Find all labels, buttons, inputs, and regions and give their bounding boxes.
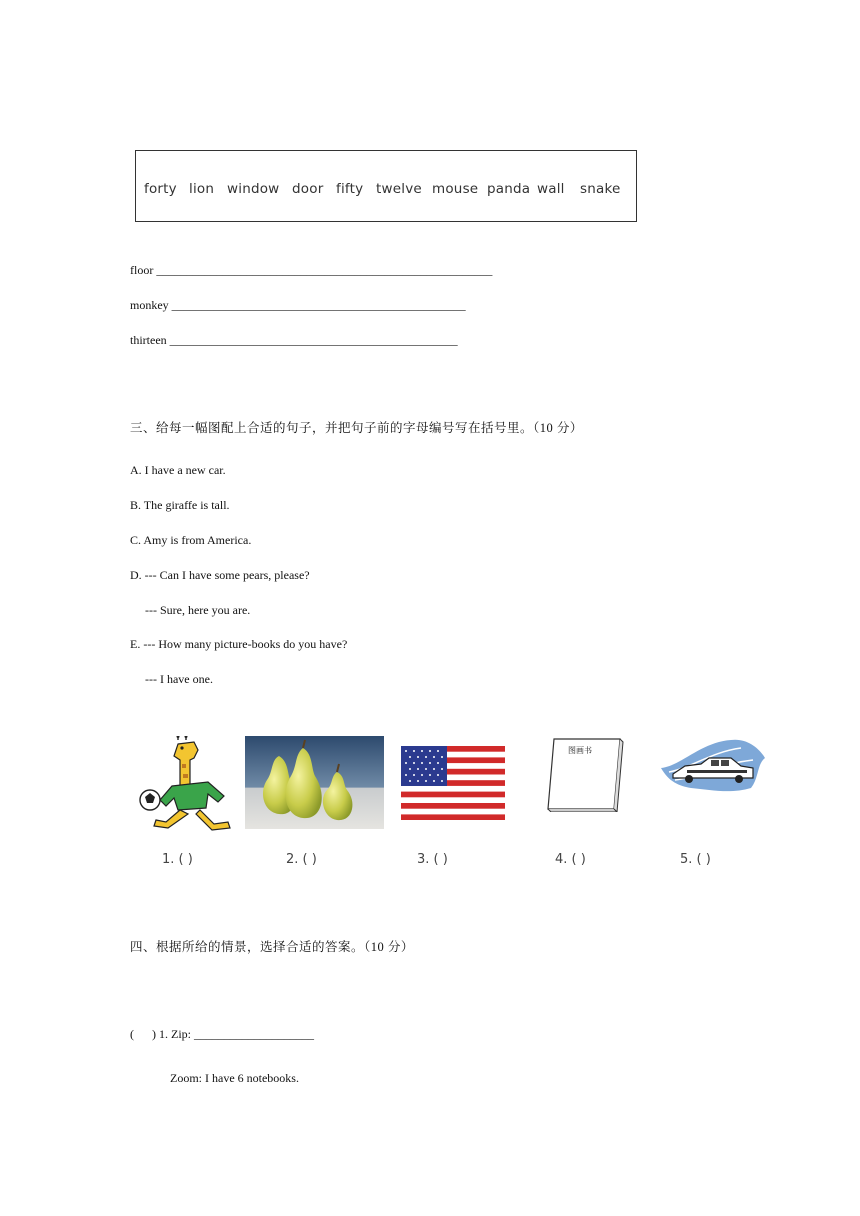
category-label: floor bbox=[130, 263, 154, 277]
us-flag-picture bbox=[401, 746, 505, 820]
picture-2-answer[interactable]: 2. ( ) bbox=[286, 852, 317, 867]
pears-picture bbox=[245, 736, 384, 829]
question-1 bbox=[130, 1027, 314, 1042]
word-bank-item: twelve bbox=[376, 181, 422, 197]
giraffe-soccer-picture bbox=[138, 736, 236, 832]
picture-book-picture bbox=[546, 736, 626, 812]
option-d: D. --- Can I have some pears, please? bbox=[130, 568, 310, 582]
car-picture bbox=[661, 738, 767, 796]
answer-blank[interactable]: ________________________________________________ bbox=[169, 333, 458, 347]
option-d-reply: --- Sure, here you are. bbox=[145, 603, 251, 617]
category-line-floor bbox=[130, 263, 492, 278]
option-b: B. The giraffe is tall. bbox=[130, 498, 230, 512]
picture-3-answer[interactable]: 3. ( ) bbox=[417, 852, 448, 867]
picture-4-answer[interactable]: 4. ( ) bbox=[555, 852, 586, 867]
picture-5-answer[interactable]: 5. ( ) bbox=[680, 852, 711, 867]
section4-heading: 四、根据所给的情景，选择合适的答案。（10 分） bbox=[130, 940, 414, 954]
category-label: monkey bbox=[130, 298, 169, 312]
question-1-blank[interactable]: ____________________ bbox=[194, 1027, 314, 1041]
answer-blank[interactable]: _________________________________________________ bbox=[171, 298, 466, 312]
book-cover-text: 图画书 bbox=[568, 746, 592, 755]
word-bank-item: wall bbox=[537, 181, 565, 197]
answer-blank[interactable]: ________________________________________________________ bbox=[156, 263, 493, 277]
word-bank-item: forty bbox=[144, 181, 177, 197]
word-bank-item: window bbox=[227, 181, 280, 197]
word-bank-item: snake bbox=[580, 181, 621, 197]
question-1-reply: Zoom: I have 6 notebooks. bbox=[170, 1071, 299, 1085]
word-bank-item: panda bbox=[487, 181, 531, 197]
word-bank-item: mouse bbox=[432, 181, 479, 197]
category-line-thirteen bbox=[130, 333, 458, 348]
word-bank-box bbox=[135, 150, 637, 222]
word-bank-item: fifty bbox=[336, 181, 364, 197]
question-1-prefix: ( ) 1. Zip: bbox=[130, 1027, 194, 1041]
category-line-monkey bbox=[130, 298, 466, 313]
category-label: thirteen bbox=[130, 333, 167, 347]
section3-heading: 三、给每一幅图配上合适的句子，并把句子前的字母编号写在括号里。（10 分） bbox=[130, 421, 583, 435]
picture-1-answer[interactable]: 1. ( ) bbox=[162, 852, 193, 867]
option-e-reply: --- I have one. bbox=[145, 672, 213, 686]
option-a: A. I have a new car. bbox=[130, 463, 226, 477]
option-c: C. Amy is from America. bbox=[130, 533, 252, 547]
word-bank-item: lion bbox=[189, 181, 215, 197]
option-e: E. --- How many picture-books do you have? bbox=[130, 637, 348, 651]
word-bank-item: door bbox=[292, 181, 324, 197]
